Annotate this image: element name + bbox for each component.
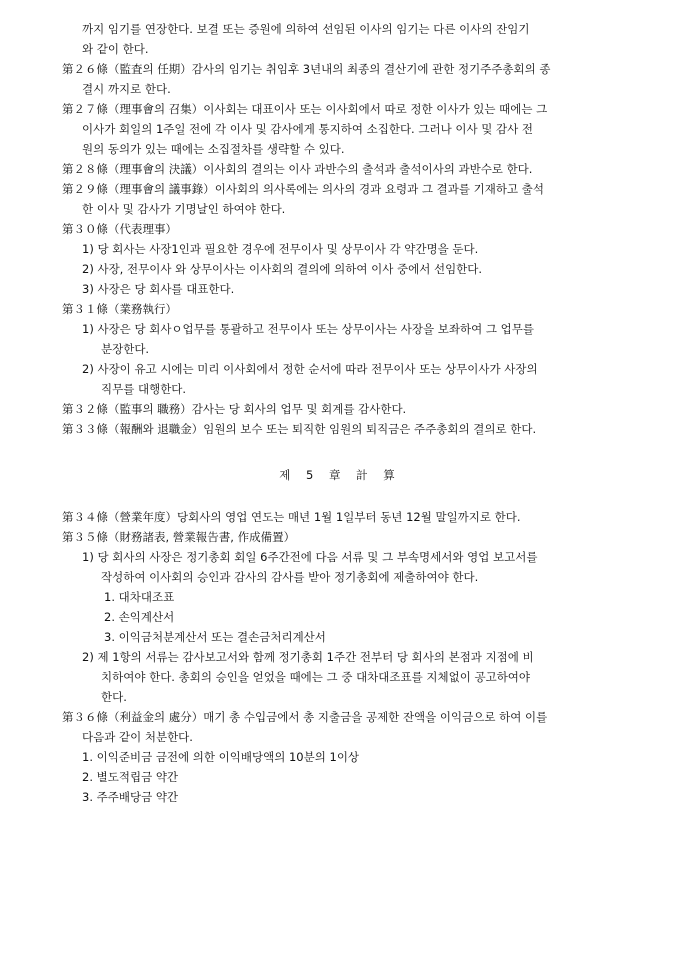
text-line: 한 이사 및 감사가 기명날인 하여야 한다.	[82, 202, 286, 216]
article-29: 第２９條（理事會의 議事錄）이사회의 의사록에는 의사의 경과 요령과 그 결과를 기재하고 출석	[62, 182, 544, 196]
text-line: 치하여야 한다. 총회의 승인을 얻었을 때에는 그 중 대차대조표를 지체없이 공고하여야	[101, 670, 531, 684]
article-27: 第２７條（理事會의 召集）이사회는 대표이사 또는 이사회에서 따로 정한 이사가 있는 때에는 그	[62, 102, 548, 116]
list-item: 2. 별도적립금 약간	[82, 770, 179, 784]
article-28: 第２８條（理事會의 決議）이사회의 결의는 이사 과반수의 출석과 출석이사의 과반수로 한다.	[62, 162, 533, 176]
text-line: 결시 까지로 한다.	[82, 82, 171, 96]
text-line: 한다.	[101, 690, 127, 704]
article-36: 第３６條（利益金의 處分）매기 총 수입금에서 총 지출금을 공제한 잔액을 이익금으로 하여 이를	[62, 710, 548, 724]
list-item: 1. 이익준비금 금전에 의한 이익배당액의 10분의 1이상	[82, 750, 360, 764]
list-item: 1. 대차대조표	[104, 590, 175, 604]
list-item: 3. 주주배당금 약간	[82, 790, 179, 804]
list-item: 2) 사장이 유고 시에는 미리 이사회에서 정한 순서에 따라 전무이사 또는 상무이사가 사장의	[82, 362, 538, 376]
list-item: 2) 제 1항의 서류는 감사보고서와 함께 정기총회 1주간 전부터 당 회사의 본점과 지점에 비	[82, 650, 534, 664]
list-item: 1) 당 회사의 사장은 정기총회 회일 6주간전에 다음 서류 및 그 부속명세서와 영업 보고서를	[82, 550, 538, 564]
article-31: 第３１條（業務執行）	[62, 302, 177, 316]
article-35: 第３５條（財務諸表, 營業報告書, 作成備置）	[62, 530, 296, 544]
list-item: 2) 사장, 전무이사 와 상무이사는 이사회의 결의에 의하여 이사 중에서 선임한다.	[82, 262, 483, 276]
list-item: 3) 사장은 당 회사를 대표한다.	[82, 282, 235, 296]
text-line: 직무를 대행한다.	[101, 382, 187, 396]
chapter-title: 제 5 章 計 算	[279, 468, 401, 482]
article-26: 第２６條（監査의 任期）감사의 임기는 취임후 3년내의 최종의 결산기에 관한 정기주주총회의 종	[62, 62, 551, 76]
list-item: 1) 당 회사는 사장1인과 필요한 경우에 전무이사 및 상무이사 각 약간명을 둔다.	[82, 242, 479, 256]
article-34: 第３４條（營業年度）당회사의 영업 연도는 매년 1월 1일부터 동년 12월 말일까지로 한다.	[62, 510, 521, 524]
text-line: 이사가 회일의 1주일 전에 각 이사 및 감사에게 통지하여 소집한다. 그러나 이사 및 감사 전	[82, 122, 533, 136]
text-line: 까지 임기를 연장한다. 보결 또는 증원에 의하여 선임된 이사의 임기는 다른 이사의 잔임기	[82, 22, 530, 36]
text-line: 분장한다.	[101, 342, 150, 356]
list-item: 3. 이익금처분계산서 또는 결손금처리계산서	[104, 630, 326, 644]
text-line: 작성하여 이사회의 승인과 감사의 감사를 받아 정기총회에 제출하여야 한다.	[101, 570, 479, 584]
text-line: 원의 동의가 있는 때에는 소집절차를 생략할 수 있다.	[82, 142, 345, 156]
article-32: 第３２條（監事의 職務）감사는 당 회사의 업무 및 회계를 감사한다.	[62, 402, 407, 416]
text-line: 다음과 같이 처분한다.	[82, 730, 193, 744]
article-30: 第３０條（代表理事）	[62, 222, 177, 236]
list-item: 1) 사장은 당 회사ㅇ업무를 통괄하고 전무이사 또는 상무이사는 사장을 보좌하여 그 업무를	[82, 322, 534, 336]
list-item: 2. 손익계산서	[104, 610, 175, 624]
text-line: 와 같이 한다.	[82, 42, 149, 56]
article-33: 第３３條（報酬와 退職金）임원의 보수 또는 퇴직한 임원의 퇴직금은 주주총회의 결의로 한다.	[62, 422, 537, 436]
